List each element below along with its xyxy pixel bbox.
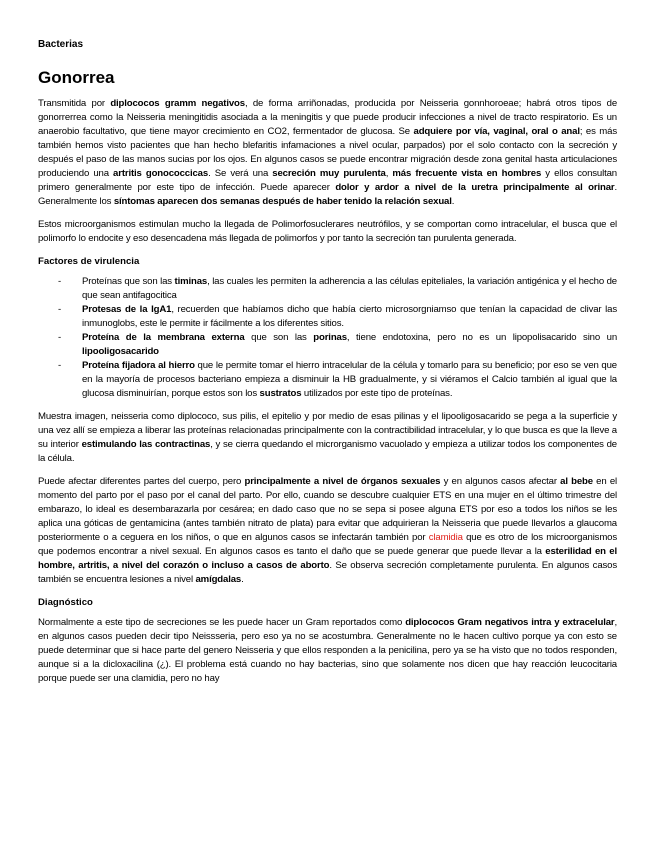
bold-term: sustratos <box>259 388 302 399</box>
bold-term: porinas <box>313 332 347 343</box>
bold-term: Protesas de la IgA1 <box>82 304 172 315</box>
page-header: Bacterias <box>38 39 84 50</box>
bold-term: diplococos Gram negativos intra y extracelular <box>405 617 615 628</box>
virulence-item: - Proteína fijadora al hierro que le permite tomar el hierro intracelular de la célula y tomarlo para su beneficio; por eso se ven que en la mayoría de procesos bacteriano empieza a disminuir la HB gradualmente, y si viéramos el Calcio también al igual que la glucosa disminuirían, porque estos son los sustratos utilizados por este tipo de proteínas. <box>38 359 617 401</box>
bold-term: al bebe <box>560 476 593 487</box>
bold-term: diplococos gramm negativos <box>110 98 245 109</box>
virulence-list <box>38 275 617 401</box>
bold-term: Proteína fijadora al hierro <box>82 360 195 371</box>
paragraph-affected-areas: Puede afectar diferentes partes del cuerpo, pero principalmente a nivel de órganos sexuales y en algunos casos afectar al bebe en el momento del parto por el paso por el canal del parto. Por ello, cuando se descubre cualquier ETS en una mujer en el último trimestre del embarazo, lo ideal es desembarazarla por cesárea; en dado caso que no se sepa si posee alguna ETS por eso a todos los niños se les aplica una góticas de gentamicina (antes también nitrato de plata) para evitar que adquirieran la Neisseria que puede llevarlos a glaucoma posteriormente o a ceguera en los niños, o que en algunos casos se infectarán también por clamidia que es otro de los microorganismos que podemos encontrar a nivel sexual. En algunos casos es tanto el daño que se puede generar que puede llevar a la esterilidad en el hombre, artritis, a nivel del corazón o incluso a casos de aborto. Se observa secreción completamente purulenta. En algunos casos también se encuentra lesiones a nivel amígdalas. <box>38 476 617 585</box>
bold-term: esterilidad en el hombre, artritis, a nivel del corazón o incluso a casos de aborto <box>38 546 617 571</box>
bold-term: secreción muy purulenta <box>272 168 386 179</box>
virulence-item: - Proteínas que son las timinas, las cuales les permiten la adherencia a las células epiteliales, la variación antigénica y el hecho de que sean antifagocitica <box>38 275 617 303</box>
bold-term: Proteína de la membrana externa <box>82 332 245 343</box>
bold-term: adquiere por vía, vaginal, oral o anal <box>413 126 580 137</box>
bold-term: artritis gonococcicas <box>113 168 209 179</box>
bold-term: dolor y ardor a nivel de la uretra principalmente al orinar <box>335 182 615 193</box>
section-title-virulence: Factores de virulencia <box>38 256 140 267</box>
paragraph-transmission: Transmitida por diplococos gramm negativos, de forma arriñonadas, producida por Neisseria gonnhoroeae; habrá otros tipos de gonorrerrea como la Neisseria meningitidis asociada a la meningitis y que puede producir infecciones a nivel de tracto respiratorio. Es un anaerobio facultativo, que tiene mayor crecimiento en CO2, fermentador de glucosa. Se adquiere por vía, vaginal, oral o anal; es más también hemos visto pacientes que han hecho blefaritis infamaciones a nivel ocular, parpados) por el solo contacto con la secreción y después el paso de las manos sucias por los ojos. En algunos casos se puede encontrar migración desde zona genital hasta articulaciones produciendo una artritis gonococcicas. Se verá una secreción muy purulenta, más frecuente vista en hombres y ellos consultan primero generalmente por este tipo de infección. Puede aparecer dolor y ardor a nivel de la uretra principalmente al orinar. Generalmente los síntomas aparecen dos semanas después de haber tenido la relación sexual. <box>38 98 618 207</box>
bold-term: lipooligosacarido <box>82 346 159 357</box>
bold-term: estimulando las contractinas <box>81 439 211 450</box>
bold-term: más frecuente vista en hombres <box>392 168 542 179</box>
bold-term: síntomas aparecen dos semanas después de haber tenido la relación sexual <box>113 196 452 207</box>
document-title: Gonorrea <box>38 68 115 87</box>
virulence-item: - Protesas de la IgA1, recuerden que habíamos dicho que había cierto microsorgniamso que tenían la capacidad de clivar las inmunoglobs, este le permite ir fácilmente a los diferentes sitios. <box>38 303 617 331</box>
bold-term: amígdalas <box>195 574 242 585</box>
section-title-diagnosis: Diagnóstico <box>38 597 93 608</box>
paragraph-neutrophils: Estos microorganismos estimulan mucho la llegada de Polimorfosuclerares neutrófilos, y se comportan como intracelular, el busca que el polimorfo lo endocite y eso desencadena más llegada de polimorfos y por tanto la secreción tan purulenta generada. <box>38 219 617 244</box>
virulence-item: - Proteína de la membrana externa que son las porinas, tiene endotoxina, pero no es un lipopolisacarido sino un lipooligosacarido <box>38 331 617 359</box>
bold-term: principalmente a nivel de órganos sexuales <box>244 476 441 487</box>
bold-term: timinas <box>174 276 208 287</box>
paragraph-image-description: Muestra imagen, neisseria como diplococo, sus pilis, el epitelio y por medio de esas pilinas y el lipooligosacarido se pega a la superficie y una vez allí se empieza a liberar las proteínas relacionadas principalmente con la contractibilidad intracelular, y lo que busca es que la lleve a su interior estimulando las contractinas, y se cierra quedando el microrganismo vacuolado y empieza a utilizar todos los componentes de la célula. <box>38 411 617 464</box>
paragraph-diagnosis: Normalmente a este tipo de secreciones se les puede hacer un Gram reportados como diplococos Gram negativos intra y extracelular, en algunos casos pueden decir tipo Neissseria, pero eso ya no se acostumbra. Generalmente no le hacen cultivo porque ya con esto se puede determinar que si hace parte del genero Neisseria y que ellos responden a la penicilina, pero ya se ha visto que no todos responden, aunque si a la dicloxacilina (¿). El problema está cuando no hay bacterias, sino que solamente nos dicen que hay reacción leucocitaria porque puede ser una clamidia, pero no hay <box>38 617 618 684</box>
highlighted-term: clamidia <box>428 532 463 543</box>
